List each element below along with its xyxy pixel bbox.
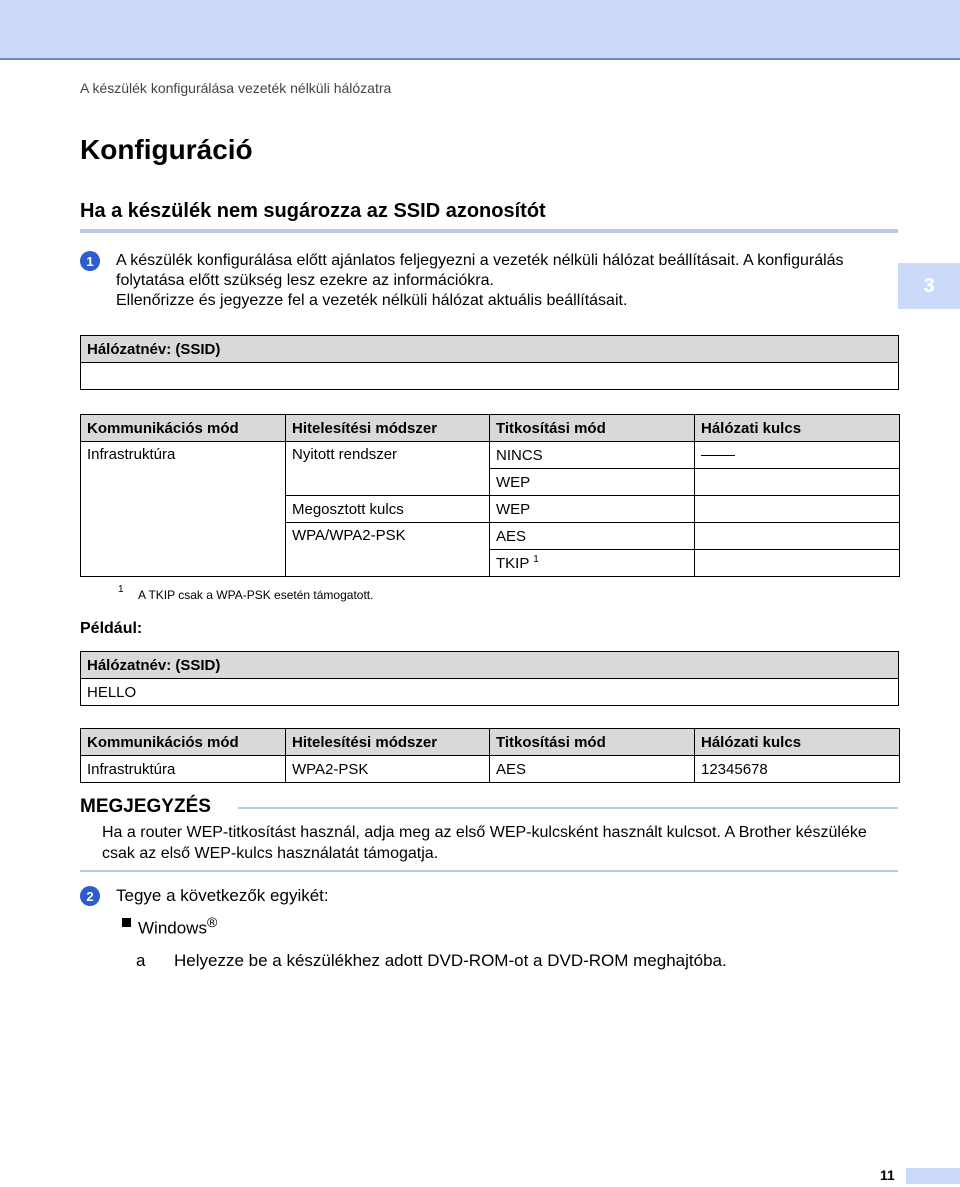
running-header: A készülék konfigurálása vezeték nélküli hálózatra	[80, 80, 392, 96]
example-ssid-table	[80, 651, 899, 706]
example-row	[81, 756, 900, 783]
col-header-encryption: Titkosítási mód	[490, 415, 695, 442]
bullet-windows	[138, 912, 217, 939]
page-number-band	[906, 1168, 960, 1184]
cell-auth-shared: Megosztott kulcs	[286, 496, 490, 523]
step-1-line-2: folytatása előtt szükség lesz ezekre az információkra.	[116, 272, 494, 289]
cell-key-empty-2	[695, 496, 900, 523]
footnote-mark: 1	[118, 584, 124, 595]
section-title: Ha a készülék nem sugározza az SSID azonosítót	[80, 200, 898, 233]
example-col-header-key: Hálózati kulcs	[695, 729, 900, 756]
substep-a-label: a	[136, 951, 146, 970]
note-body	[102, 822, 898, 864]
dash-mark	[701, 455, 735, 456]
ssid-table	[80, 335, 899, 390]
step-2-text: Tegye a következők egyikét:	[116, 886, 329, 905]
example-ssid-header: Hálózatnév: (SSID)	[81, 652, 899, 679]
col-header-comm-mode: Kommunikációs mód	[81, 415, 286, 442]
substep-a-text: Helyezze be a készülékhez adott DVD-ROM-ot a DVD-ROM meghajtóba.	[174, 951, 727, 970]
cell-auth-wpa: WPA/WPA2-PSK	[286, 523, 490, 577]
note-heading-rule	[238, 807, 898, 809]
cell-key-none	[695, 442, 900, 469]
note-line-2: csak az első WEP-kulcs használatát támogatja.	[102, 845, 439, 862]
cell-enc-none: NINCS	[490, 442, 695, 469]
cell-enc-wep-open: WEP	[490, 469, 695, 496]
step-1-line-1: A készülék konfigurálása előtt ajánlatos feljegyezni a vezeték nélküli hálózat beállításait. A konfigurálás	[116, 252, 844, 269]
cell-enc-aes: AES	[490, 523, 695, 550]
registered-mark: ®	[206, 914, 218, 930]
page-number: 11	[880, 1167, 895, 1183]
example-col-header-encryption: Titkosítási mód	[490, 729, 695, 756]
top-color-band	[0, 0, 960, 60]
bullet-square-icon	[122, 918, 131, 927]
ssid-value-cell	[81, 363, 899, 390]
tkip-footnote-ref: 1	[533, 554, 539, 565]
example-cell-encryption: AES	[490, 756, 695, 783]
cell-enc-wep-shared: WEP	[490, 496, 695, 523]
col-header-auth: Hitelesítési módszer	[286, 415, 490, 442]
page-title: Konfiguráció	[80, 134, 253, 165]
step-1-line-3: Ellenőrizze és jegyezze fel a vezeték nélküli hálózat aktuális beállításait.	[116, 292, 628, 309]
example-settings-table	[80, 728, 900, 783]
ssid-header: Hálózatnév: (SSID)	[81, 336, 899, 363]
example-label: Például:	[80, 620, 143, 637]
step-1-badge: 1	[80, 251, 100, 271]
cell-key-empty-3	[695, 523, 900, 550]
col-header-key: Hálózati kulcs	[695, 415, 900, 442]
example-cell-auth: WPA2-PSK	[286, 756, 490, 783]
cell-comm-mode: Infrastruktúra	[81, 442, 286, 577]
footnote-text: A TKIP csak a WPA-PSK esetén támogatott.	[138, 588, 374, 602]
example-ssid-value: HELLO	[81, 679, 899, 706]
example-col-header-auth: Hitelesítési módszer	[286, 729, 490, 756]
note-heading: MEGJEGYZÉS	[80, 796, 211, 817]
note-line-1: Ha a router WEP-titkosítást használ, adja meg az első WEP-kulcsként használt kulcsot. A Brother készüléke	[102, 824, 867, 841]
cell-key-empty-1	[695, 469, 900, 496]
example-cell-comm-mode: Infrastruktúra	[81, 756, 286, 783]
cell-key-empty-4	[695, 550, 900, 577]
settings-table	[80, 414, 900, 577]
chapter-tab: 3	[898, 263, 960, 309]
step-1-text	[116, 251, 906, 311]
bullet-windows-label: Windows	[138, 918, 207, 938]
note-bottom-rule	[80, 870, 898, 872]
tkip-label: TKIP	[496, 555, 530, 572]
step-2-badge: 2	[80, 886, 100, 906]
cell-enc-tkip	[490, 550, 695, 577]
example-cell-key: 12345678	[695, 756, 900, 783]
example-col-header-comm-mode: Kommunikációs mód	[81, 729, 286, 756]
cell-auth-open: Nyitott rendszer	[286, 442, 490, 496]
